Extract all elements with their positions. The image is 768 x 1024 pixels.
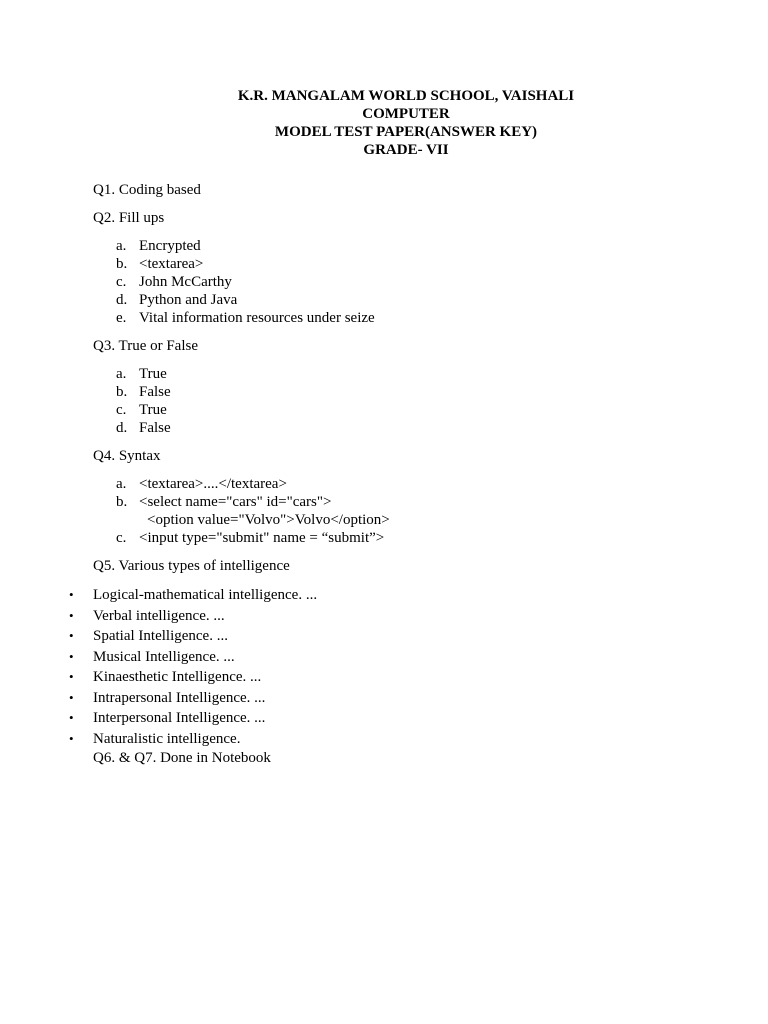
list-item: <option value="Volvo">Volvo</option> <box>147 512 390 528</box>
bullet-icon: • <box>69 730 74 746</box>
bullet-icon: • <box>69 710 74 725</box>
list-item: c. <input type="submit" name = “submit”> <box>116 530 385 546</box>
bullet-icon: • <box>69 648 74 664</box>
list-item: a. Encrypted <box>116 238 201 254</box>
list-item: • Intrapersonal Intelligence. ... <box>93 688 733 709</box>
grade-title: GRADE- VII <box>363 142 449 158</box>
list-item: • Musical Intelligence. ... <box>93 647 733 668</box>
bullet-icon: • <box>69 607 74 623</box>
list-item: • Naturalistic intelligence. <box>93 729 733 750</box>
q2-list <box>93 237 733 327</box>
list-item: a. <textarea>....</textarea> <box>116 476 287 492</box>
q2-heading: Q2. Fill ups <box>93 210 165 226</box>
q4-list <box>93 475 733 547</box>
q4-heading: Q4. Syntax <box>93 448 161 464</box>
document-header <box>0 87 768 159</box>
list-item: • Kinaesthetic Intelligence. ... <box>93 667 733 688</box>
bullet-icon: • <box>69 628 74 643</box>
list-item: b. <select name="cars" id="cars"> <box>116 494 332 510</box>
bullet-icon: • <box>69 669 74 684</box>
q5-bullet-list <box>69 585 733 749</box>
list-item: • Logical-mathematical intelligence. ... <box>93 585 733 606</box>
bullet-icon: • <box>69 689 74 705</box>
school-name: K.R. MANGALAM WORLD SCHOOL, VAISHALI <box>237 88 575 104</box>
bullet-icon: • <box>69 587 74 602</box>
list-item: b. <textarea> <box>116 256 204 272</box>
q1-heading: Q1. Coding based <box>93 182 201 198</box>
list-item: • Verbal intelligence. ... <box>93 606 733 627</box>
list-item: d. Python and Java <box>116 292 238 308</box>
answer-key-content <box>69 181 733 767</box>
list-item: • Spatial Intelligence. ... <box>93 626 733 647</box>
paper-title: MODEL TEST PAPER(ANSWER KEY) <box>274 124 538 140</box>
q5-heading: Q5. Various types of intelligence <box>93 558 290 574</box>
list-item: c. John McCarthy <box>116 274 232 290</box>
list-item: e. Vital information resources under seize <box>116 310 375 326</box>
list-item: c. True <box>116 402 167 418</box>
list-item: a. True <box>116 366 167 382</box>
q3-heading: Q3. True or False <box>93 338 199 354</box>
q6-heading: Q6. & Q7. Done in Notebook <box>93 750 271 766</box>
list-item: d. False <box>116 420 171 436</box>
list-item: b. False <box>116 384 171 400</box>
subject-title: COMPUTER <box>362 106 450 122</box>
list-item: • Interpersonal Intelligence. ... <box>93 708 733 729</box>
q3-list <box>93 365 733 437</box>
